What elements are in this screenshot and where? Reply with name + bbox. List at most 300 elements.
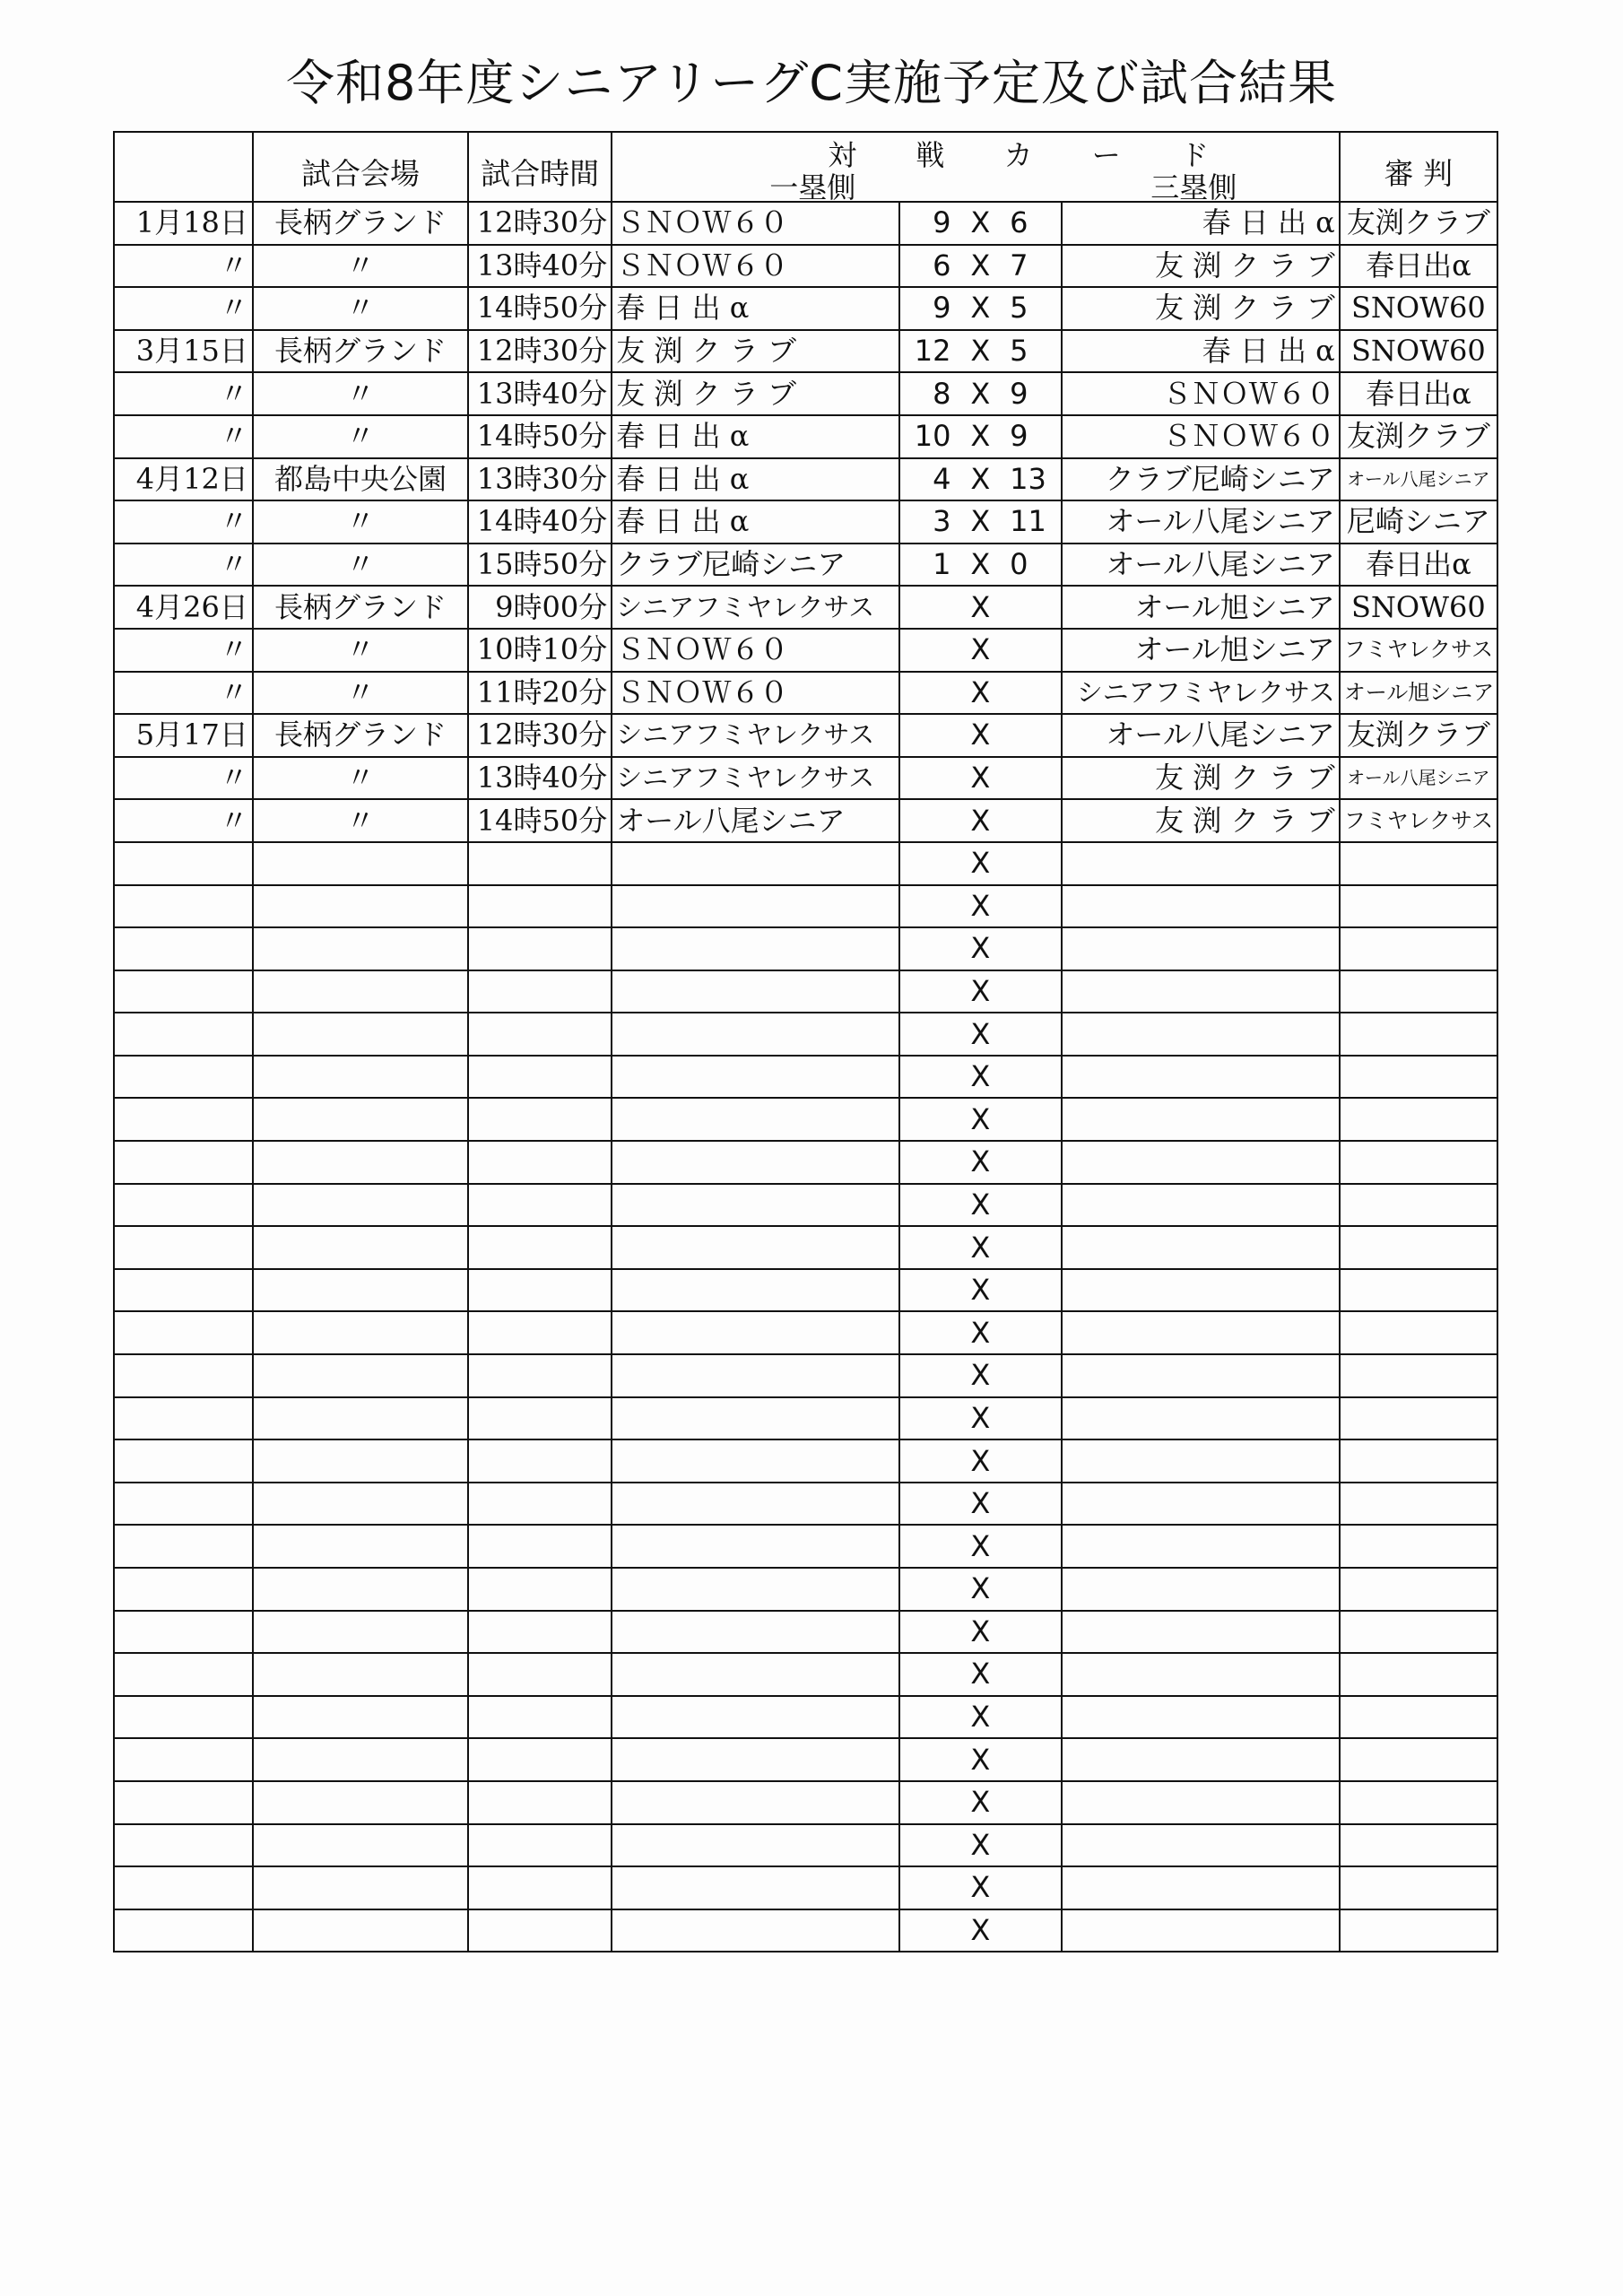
match-date xyxy=(114,1781,253,1824)
vs-mark: X xyxy=(955,1696,1007,1739)
home-team: ＳＮＯＷ６０ xyxy=(612,672,898,715)
match-date xyxy=(114,1909,253,1952)
home-team xyxy=(612,1738,898,1781)
empty-row xyxy=(114,842,1497,885)
match-time xyxy=(468,1781,612,1824)
match-venue xyxy=(253,885,468,928)
umpire-team xyxy=(1340,1781,1497,1824)
header-umpire: 審 判 xyxy=(1340,132,1497,202)
vs-mark: X xyxy=(955,1226,1007,1269)
header-card-label: 対 戦 カ ー ド xyxy=(828,138,1234,172)
match-time xyxy=(468,842,612,885)
away-score xyxy=(1006,1653,1062,1696)
home-team: ＳＮＯＷ６０ xyxy=(612,629,898,672)
match-venue xyxy=(253,1653,468,1696)
away-team xyxy=(1062,1141,1340,1184)
match-venue xyxy=(253,1056,468,1099)
match-date: 〃 xyxy=(114,500,253,544)
match-date xyxy=(114,970,253,1013)
away-team xyxy=(1062,1056,1340,1099)
match-venue: 〃 xyxy=(253,544,468,587)
empty-row xyxy=(114,1483,1497,1526)
match-row xyxy=(114,330,1497,373)
home-score xyxy=(899,1397,955,1440)
vs-mark: X xyxy=(955,330,1007,373)
umpire-team: オール八尾シニア xyxy=(1340,458,1497,501)
away-score xyxy=(1006,1269,1062,1312)
umpire-team: 春日出α xyxy=(1340,544,1497,587)
vs-mark: X xyxy=(955,1866,1007,1909)
match-date xyxy=(114,1013,253,1056)
vs-mark: X xyxy=(955,1056,1007,1099)
home-team xyxy=(612,1568,898,1611)
umpire-team: SNOW60 xyxy=(1340,287,1497,330)
empty-row xyxy=(114,1098,1497,1141)
match-venue: 〃 xyxy=(253,245,468,288)
home-score xyxy=(899,1483,955,1526)
match-row xyxy=(114,586,1497,629)
umpire-team xyxy=(1340,1311,1497,1354)
home-team: クラブ尼崎シニア xyxy=(612,544,898,587)
match-time: 12時30分 xyxy=(468,202,612,245)
match-time: 14時40分 xyxy=(468,500,612,544)
vs-mark: X xyxy=(955,1397,1007,1440)
home-score xyxy=(899,1354,955,1397)
header-date xyxy=(114,132,253,202)
match-date: 〃 xyxy=(114,799,253,842)
away-team: 春 日 出 α xyxy=(1062,202,1340,245)
umpire-team: 春日出α xyxy=(1340,245,1497,288)
away-score xyxy=(1006,970,1062,1013)
vs-mark: X xyxy=(955,1013,1007,1056)
umpire-team xyxy=(1340,1525,1497,1568)
home-score xyxy=(899,1653,955,1696)
umpire-team xyxy=(1340,970,1497,1013)
vs-mark: X xyxy=(955,1311,1007,1354)
match-row xyxy=(114,629,1497,672)
match-date: 5月17日 xyxy=(114,714,253,757)
match-time: 13時40分 xyxy=(468,245,612,288)
empty-row xyxy=(114,1525,1497,1568)
empty-row xyxy=(114,1568,1497,1611)
home-score xyxy=(899,885,955,928)
header-home-side: 一塁側 xyxy=(769,170,856,202)
home-score xyxy=(899,1696,955,1739)
home-score: 3 xyxy=(899,500,955,544)
home-score xyxy=(899,1098,955,1141)
match-time: 9時00分 xyxy=(468,586,612,629)
match-venue: 〃 xyxy=(253,629,468,672)
match-time xyxy=(468,927,612,970)
home-team: シニアフミヤレクサス xyxy=(612,714,898,757)
home-score xyxy=(899,1013,955,1056)
away-score: 13 xyxy=(1006,458,1062,501)
match-venue: 〃 xyxy=(253,372,468,415)
vs-mark: X xyxy=(955,544,1007,587)
match-date xyxy=(114,927,253,970)
away-team: ＳＮＯＷ６０ xyxy=(1062,372,1340,415)
away-score xyxy=(1006,757,1062,800)
match-time xyxy=(468,1397,612,1440)
away-team xyxy=(1062,1098,1340,1141)
match-time: 12時30分 xyxy=(468,330,612,373)
match-venue xyxy=(253,1483,468,1526)
vs-mark: X xyxy=(955,1653,1007,1696)
vs-mark: X xyxy=(955,1781,1007,1824)
match-date xyxy=(114,1525,253,1568)
match-venue xyxy=(253,1354,468,1397)
empty-row xyxy=(114,1013,1497,1056)
away-team xyxy=(1062,927,1340,970)
away-team: 友 渕 ク ラ ブ xyxy=(1062,245,1340,288)
home-team xyxy=(612,1311,898,1354)
empty-row xyxy=(114,927,1497,970)
match-row xyxy=(114,500,1497,544)
vs-mark: X xyxy=(955,458,1007,501)
match-venue xyxy=(253,1098,468,1141)
match-date: 〃 xyxy=(114,245,253,288)
home-score xyxy=(899,927,955,970)
empty-row xyxy=(114,1311,1497,1354)
away-team: オール八尾シニア xyxy=(1062,500,1340,544)
match-time: 11時20分 xyxy=(468,672,612,715)
away-team xyxy=(1062,1311,1340,1354)
empty-row xyxy=(114,885,1497,928)
match-venue: 長柄グランド xyxy=(253,714,468,757)
home-team: 春 日 出 α xyxy=(612,287,898,330)
away-team: ＳＮＯＷ６０ xyxy=(1062,415,1340,458)
match-date: 〃 xyxy=(114,757,253,800)
umpire-team xyxy=(1340,927,1497,970)
home-score xyxy=(899,1184,955,1227)
umpire-team xyxy=(1340,885,1497,928)
match-venue: 〃 xyxy=(253,500,468,544)
umpire-team xyxy=(1340,1696,1497,1739)
away-score: 11 xyxy=(1006,500,1062,544)
away-team: 友 渕 ク ラ ブ xyxy=(1062,799,1340,842)
vs-mark: X xyxy=(955,1611,1007,1654)
away-team xyxy=(1062,1781,1340,1824)
vs-mark: X xyxy=(955,1141,1007,1184)
away-score xyxy=(1006,1098,1062,1141)
umpire-team xyxy=(1340,1354,1497,1397)
match-venue xyxy=(253,1226,468,1269)
away-team xyxy=(1062,1269,1340,1312)
home-team: 友 渕 ク ラ ブ xyxy=(612,330,898,373)
match-time: 10時10分 xyxy=(468,629,612,672)
away-team: 春 日 出 α xyxy=(1062,330,1340,373)
home-team xyxy=(612,1269,898,1312)
match-date xyxy=(114,1226,253,1269)
match-venue: 長柄グランド xyxy=(253,202,468,245)
home-score: 1 xyxy=(899,544,955,587)
vs-mark: X xyxy=(955,1269,1007,1312)
empty-row xyxy=(114,1611,1497,1654)
home-score xyxy=(899,629,955,672)
home-score: 8 xyxy=(899,372,955,415)
match-row xyxy=(114,544,1497,587)
match-date: 1月18日 xyxy=(114,202,253,245)
vs-mark: X xyxy=(955,1909,1007,1952)
home-team: ＳＮＯＷ６０ xyxy=(612,202,898,245)
match-row xyxy=(114,799,1497,842)
match-date xyxy=(114,1568,253,1611)
empty-row xyxy=(114,1354,1497,1397)
header-time: 試合時間 xyxy=(468,132,612,202)
home-team xyxy=(612,842,898,885)
home-score xyxy=(899,672,955,715)
umpire-team xyxy=(1340,1483,1497,1526)
away-team xyxy=(1062,1696,1340,1739)
umpire-team: 友渕クラブ xyxy=(1340,714,1497,757)
match-time xyxy=(468,1354,612,1397)
away-team xyxy=(1062,1866,1340,1909)
empty-row xyxy=(114,1781,1497,1824)
match-row xyxy=(114,415,1497,458)
empty-row xyxy=(114,1909,1497,1952)
vs-mark: X xyxy=(955,245,1007,288)
match-date xyxy=(114,1397,253,1440)
away-team xyxy=(1062,1738,1340,1781)
vs-mark: X xyxy=(955,1824,1007,1867)
vs-mark: X xyxy=(955,927,1007,970)
match-date xyxy=(114,1738,253,1781)
match-time: 15時50分 xyxy=(468,544,612,587)
home-team xyxy=(612,1184,898,1227)
home-team: ＳＮＯＷ６０ xyxy=(612,245,898,288)
home-team: シニアフミヤレクサス xyxy=(612,586,898,629)
match-venue xyxy=(253,1824,468,1867)
match-date: 〃 xyxy=(114,287,253,330)
away-score xyxy=(1006,1909,1062,1952)
empty-row xyxy=(114,1439,1497,1483)
match-time: 13時40分 xyxy=(468,372,612,415)
vs-mark: X xyxy=(955,1098,1007,1141)
home-team: 友 渕 ク ラ ブ xyxy=(612,372,898,415)
match-time xyxy=(468,1056,612,1099)
home-score xyxy=(899,1738,955,1781)
home-score: 9 xyxy=(899,202,955,245)
home-score xyxy=(899,1568,955,1611)
away-team xyxy=(1062,885,1340,928)
vs-mark: X xyxy=(955,1568,1007,1611)
empty-row xyxy=(114,1141,1497,1184)
umpire-team xyxy=(1340,1611,1497,1654)
away-team xyxy=(1062,1354,1340,1397)
home-team xyxy=(612,1226,898,1269)
home-team xyxy=(612,1098,898,1141)
match-row xyxy=(114,672,1497,715)
home-score xyxy=(899,1866,955,1909)
match-venue: 長柄グランド xyxy=(253,586,468,629)
away-team: シニアフミヤレクサス xyxy=(1062,672,1340,715)
header-card xyxy=(612,132,1340,202)
home-score xyxy=(899,586,955,629)
away-score xyxy=(1006,1696,1062,1739)
match-time xyxy=(468,970,612,1013)
home-team xyxy=(612,1525,898,1568)
match-venue xyxy=(253,1909,468,1952)
empty-row xyxy=(114,1056,1497,1099)
match-time xyxy=(468,1269,612,1312)
match-venue xyxy=(253,1184,468,1227)
home-team xyxy=(612,927,898,970)
home-score xyxy=(899,1311,955,1354)
away-team xyxy=(1062,1909,1340,1952)
away-score xyxy=(1006,927,1062,970)
home-score xyxy=(899,1269,955,1312)
away-score xyxy=(1006,629,1062,672)
away-team xyxy=(1062,1653,1340,1696)
vs-mark: X xyxy=(955,415,1007,458)
match-date xyxy=(114,1141,253,1184)
match-venue xyxy=(253,842,468,885)
away-score xyxy=(1006,1056,1062,1099)
away-score xyxy=(1006,1141,1062,1184)
match-venue xyxy=(253,1269,468,1312)
empty-row xyxy=(114,1696,1497,1739)
vs-mark: X xyxy=(955,500,1007,544)
match-venue xyxy=(253,1525,468,1568)
match-venue: 〃 xyxy=(253,799,468,842)
match-venue xyxy=(253,1439,468,1483)
match-venue: 〃 xyxy=(253,757,468,800)
umpire-team xyxy=(1340,1909,1497,1952)
home-score xyxy=(899,1781,955,1824)
away-score xyxy=(1006,1013,1062,1056)
away-score xyxy=(1006,1226,1062,1269)
away-team xyxy=(1062,1568,1340,1611)
home-score: 9 xyxy=(899,287,955,330)
umpire-team: フミヤレクサス xyxy=(1340,799,1497,842)
match-date: 〃 xyxy=(114,415,253,458)
match-date xyxy=(114,1311,253,1354)
away-team xyxy=(1062,1013,1340,1056)
match-venue xyxy=(253,1611,468,1654)
umpire-team: オール八尾シニア xyxy=(1340,757,1497,800)
vs-mark: X xyxy=(955,1483,1007,1526)
away-score: 5 xyxy=(1006,287,1062,330)
home-team xyxy=(612,1141,898,1184)
match-venue xyxy=(253,1696,468,1739)
away-score: 9 xyxy=(1006,372,1062,415)
match-date xyxy=(114,1483,253,1526)
match-row xyxy=(114,458,1497,501)
match-date xyxy=(114,1696,253,1739)
empty-row xyxy=(114,1226,1497,1269)
empty-row xyxy=(114,1184,1497,1227)
vs-mark: X xyxy=(955,1439,1007,1483)
umpire-team: 友渕クラブ xyxy=(1340,415,1497,458)
away-team: クラブ尼崎シニア xyxy=(1062,458,1340,501)
away-score xyxy=(1006,1184,1062,1227)
home-team xyxy=(612,1013,898,1056)
match-time: 14時50分 xyxy=(468,287,612,330)
home-score: 10 xyxy=(899,415,955,458)
umpire-team: オール旭シニア xyxy=(1340,672,1497,715)
match-row xyxy=(114,202,1497,245)
empty-row xyxy=(114,1866,1497,1909)
away-score xyxy=(1006,1525,1062,1568)
umpire-team: 友渕クラブ xyxy=(1340,202,1497,245)
match-time xyxy=(468,1525,612,1568)
match-row xyxy=(114,757,1497,800)
umpire-team xyxy=(1340,1568,1497,1611)
vs-mark: X xyxy=(955,714,1007,757)
away-score xyxy=(1006,885,1062,928)
umpire-team xyxy=(1340,1738,1497,1781)
away-score xyxy=(1006,842,1062,885)
header-venue: 試合会場 xyxy=(253,132,468,202)
match-time: 14時50分 xyxy=(468,415,612,458)
away-score xyxy=(1006,1781,1062,1824)
match-date xyxy=(114,1611,253,1654)
match-row xyxy=(114,372,1497,415)
match-venue xyxy=(253,927,468,970)
away-score xyxy=(1006,714,1062,757)
match-time xyxy=(468,1824,612,1867)
match-time: 13時40分 xyxy=(468,757,612,800)
home-score: 4 xyxy=(899,458,955,501)
home-score xyxy=(899,1525,955,1568)
vs-mark: X xyxy=(955,202,1007,245)
match-time xyxy=(468,1653,612,1696)
umpire-team xyxy=(1340,842,1497,885)
home-team xyxy=(612,1397,898,1440)
home-team xyxy=(612,1824,898,1867)
empty-row xyxy=(114,970,1497,1013)
home-score xyxy=(899,1909,955,1952)
match-time: 14時50分 xyxy=(468,799,612,842)
away-team xyxy=(1062,970,1340,1013)
match-date xyxy=(114,842,253,885)
match-time: 12時30分 xyxy=(468,714,612,757)
match-date xyxy=(114,1866,253,1909)
vs-mark: X xyxy=(955,372,1007,415)
away-score xyxy=(1006,1354,1062,1397)
match-venue xyxy=(253,970,468,1013)
match-time xyxy=(468,1866,612,1909)
match-date xyxy=(114,1184,253,1227)
match-venue xyxy=(253,1568,468,1611)
home-score xyxy=(899,757,955,800)
match-date xyxy=(114,1824,253,1867)
home-score xyxy=(899,1141,955,1184)
match-time xyxy=(468,1013,612,1056)
away-score: 9 xyxy=(1006,415,1062,458)
match-venue: 〃 xyxy=(253,287,468,330)
match-venue xyxy=(253,1397,468,1440)
umpire-team: SNOW60 xyxy=(1340,586,1497,629)
umpire-team xyxy=(1340,1141,1497,1184)
match-date: 3月15日 xyxy=(114,330,253,373)
umpire-team xyxy=(1340,1439,1497,1483)
home-team: オール八尾シニア xyxy=(612,799,898,842)
home-team xyxy=(612,885,898,928)
away-score xyxy=(1006,1397,1062,1440)
match-venue: 〃 xyxy=(253,672,468,715)
away-score xyxy=(1006,586,1062,629)
match-row xyxy=(114,245,1497,288)
umpire-team xyxy=(1340,1824,1497,1867)
match-time: 13時30分 xyxy=(468,458,612,501)
home-score xyxy=(899,1226,955,1269)
umpire-team: 尼崎シニア xyxy=(1340,500,1497,544)
match-time xyxy=(468,1226,612,1269)
umpire-team xyxy=(1340,1013,1497,1056)
match-date xyxy=(114,1098,253,1141)
home-score xyxy=(899,799,955,842)
